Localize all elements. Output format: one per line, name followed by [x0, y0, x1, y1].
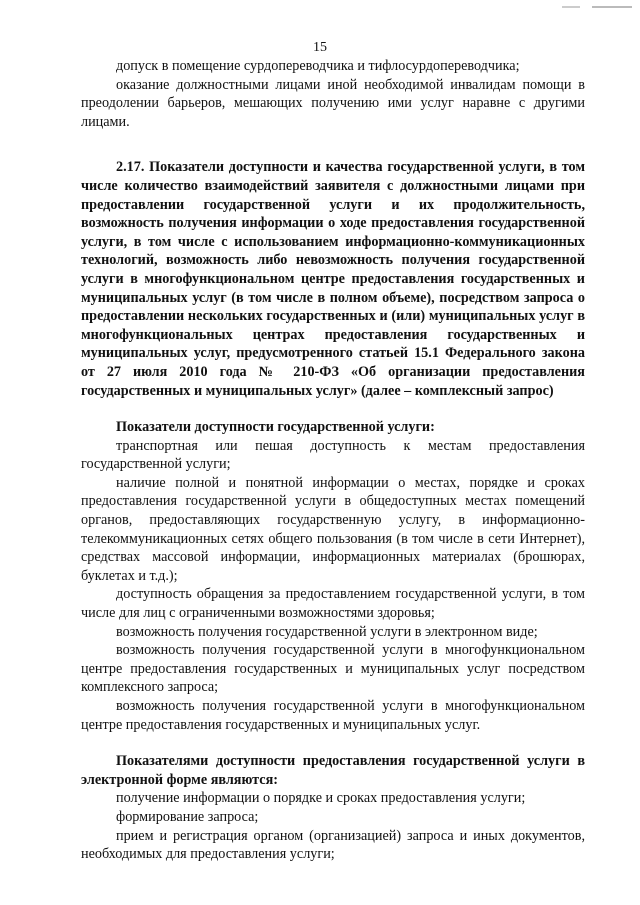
section-heading: 2.17. Показатели доступности и качества государственной услуги, в том числе количество взаимодействий заявителя с должностными лицами при предоставлении государственной услуги и их продолжительность, возможность получения информации о ходе предоставления государственной услуги, в том числе с использованием информационно-коммуникационных технологий, возможность либо невозможность получения государственной услуги в многофункциональном центре предоставления государственных и муниципальных услуг (в том числе в полном объеме), посредством запроса о предоставлении нескольких государственных и (или) муниципальных услуг в многофункциональных центрах предоставления государственных и муниципальных услуг, предусмотренного статьей 15.1 Федерального закона от 27 июля 2010 года № 210-ФЗ «Об организации предоставления государственных и муниципальных услуг» (далее – комплексный запрос)	[81, 159, 585, 399]
document-body	[81, 57, 585, 864]
list-item: транспортная или пешая доступность к местам предоставления государственной услуги;	[81, 437, 585, 473]
list-item: возможность получения государственной услуги в многофункциональном центре предоставления государственных и муниципальных услуг посредством комплексного запроса;	[81, 642, 585, 696]
paragraph: допуск в помещение сурдопереводчика и тифлосурдопереводчика;	[116, 58, 520, 74]
scan-artifact	[562, 6, 580, 8]
list-item: доступность обращения за предоставлением государственной услуги, в том числе для лиц с ограниченными возможностями здоровья;	[81, 586, 585, 622]
list-item: прием и регистрация органом (организацией) запроса и иных документов, необходимых для предоставления услуги;	[81, 827, 585, 863]
list-item: формирование запроса;	[116, 808, 259, 825]
page-number: 15	[313, 40, 327, 55]
availability-heading: Показатели доступности государственной услуги:	[116, 419, 435, 436]
list-item: возможность получения государственной услуги в электронном виде;	[116, 623, 538, 640]
list-item: наличие полной и понятной информации о местах, порядке и сроках предоставления государственной услуги в общедоступных местах помещений органов, предоставляющих государственную услугу, в информационно-телекоммуникационных сетях общего пользования (в том числе в сети Интернет), средствах массовой информации, информационных материалах (брошюрах, буклетах и т.д.);	[81, 474, 585, 584]
electronic-heading: Показателями доступности предоставления государственной услуги в электронной форме являются:	[81, 753, 585, 788]
paragraph: оказание должностными лицами иной необходимой инвалидам помощи в преодолении барьеров, мешающих получению ими услуг наравне с другими лицами.	[81, 76, 585, 130]
scan-artifact	[592, 6, 632, 8]
list-item: возможность получения государственной услуги в многофункциональном центре предоставления государственных и муниципальных услуг.	[81, 698, 585, 733]
list-item: получение информации о порядке и сроках предоставления услуги;	[116, 790, 526, 807]
